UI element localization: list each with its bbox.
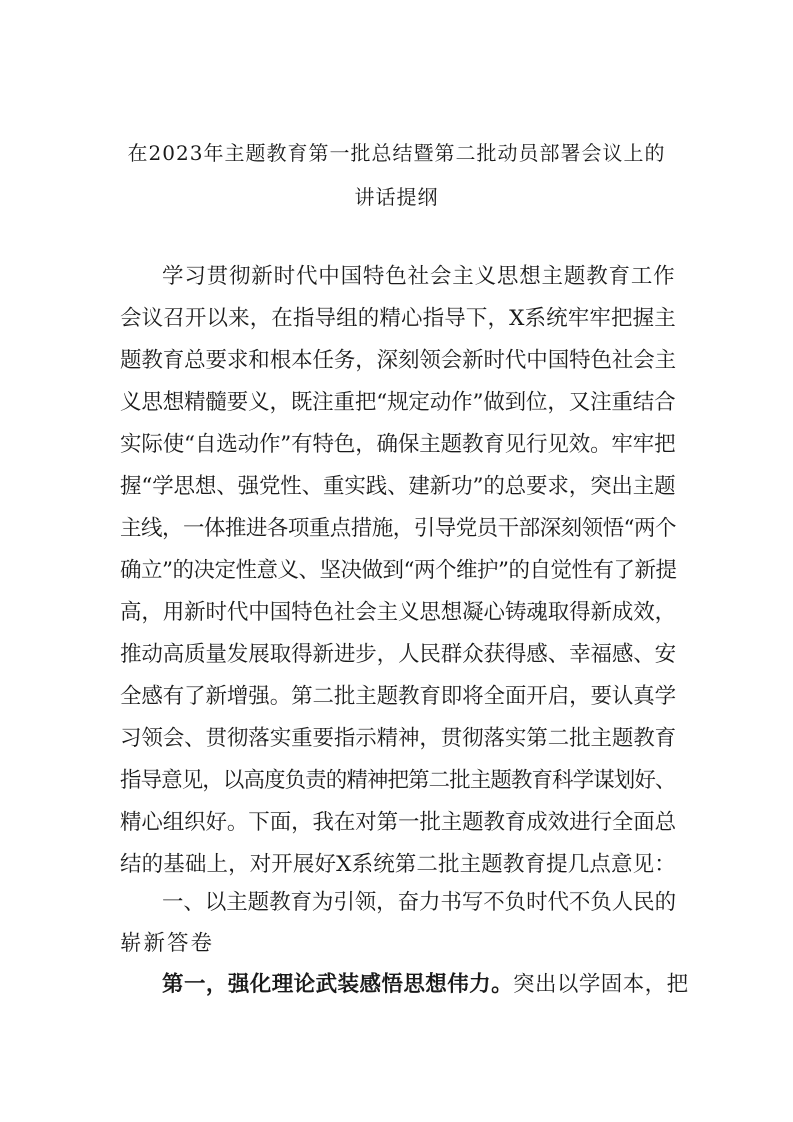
paragraph-line: 习领会、贯彻落实重要指示精神，贯彻落实第二批主题教育 [120,726,677,751]
paragraph-line: 结的基础上，对开展好X系统第二批主题教育提几点意见： [120,852,676,877]
paragraph-line: 精心组织好。下面，我在对第一批主题教育成效进行全面总 [120,810,677,835]
paragraph-line: 确立”的决定性意义、坚决做到“两个维护”的自觉性有了新提 [120,558,677,583]
paragraph-line: 会议召开以来，在指导组的精心指导下，X系统牢牢把握主 [120,306,676,331]
section-heading-line-1: 一、以主题教育为引领，奋力书写不负时代不负人民的 [162,890,677,915]
document-title-line-2: 讲话提纲 [354,185,439,209]
section-heading-line-2: 崭新答卷 [120,931,215,956]
paragraph-line: 握“学思想、强党性、重实践、建新功”的总要求，突出主题 [120,474,676,499]
subsection-text: 突出以学固本，把 [513,972,689,997]
paragraph-line: 实际使“自选动作”有特色，确保主题教育见行见效。牢牢把 [120,432,676,457]
subsection-heading: 第一，强化理论武装感悟思想伟力。 [162,972,514,997]
subsection-line [162,973,689,997]
paragraph-line: 学习贯彻新时代中国特色社会主义思想主题教育工作 [162,264,676,289]
paragraph-line: 推动高质量发展取得新进步，人民群众获得感、幸福感、安 [120,642,677,667]
document-title-line-1: 在2023年主题教育第一批总结暨第二批动员部署会议上的 [127,141,666,165]
paragraph-line: 全感有了新增强。第二批主题教育即将全面开启，要认真学 [120,684,677,709]
paragraph-line: 题教育总要求和根本任务，深刻领会新时代中国特色社会主 [120,348,677,373]
paragraph-line: 义思想精髓要义，既注重把“规定动作”做到位，又注重结合 [120,390,676,415]
paragraph-line: 高，用新时代中国特色社会主义思想凝心铸魂取得新成效， [120,600,677,625]
paragraph-line: 主线，一体推进各项重点措施，引导党员干部深刻领悟“两个 [120,516,676,541]
paragraph-line: 指导意见，以高度负责的精神把第二批主题教育科学谋划好、 [120,768,676,793]
